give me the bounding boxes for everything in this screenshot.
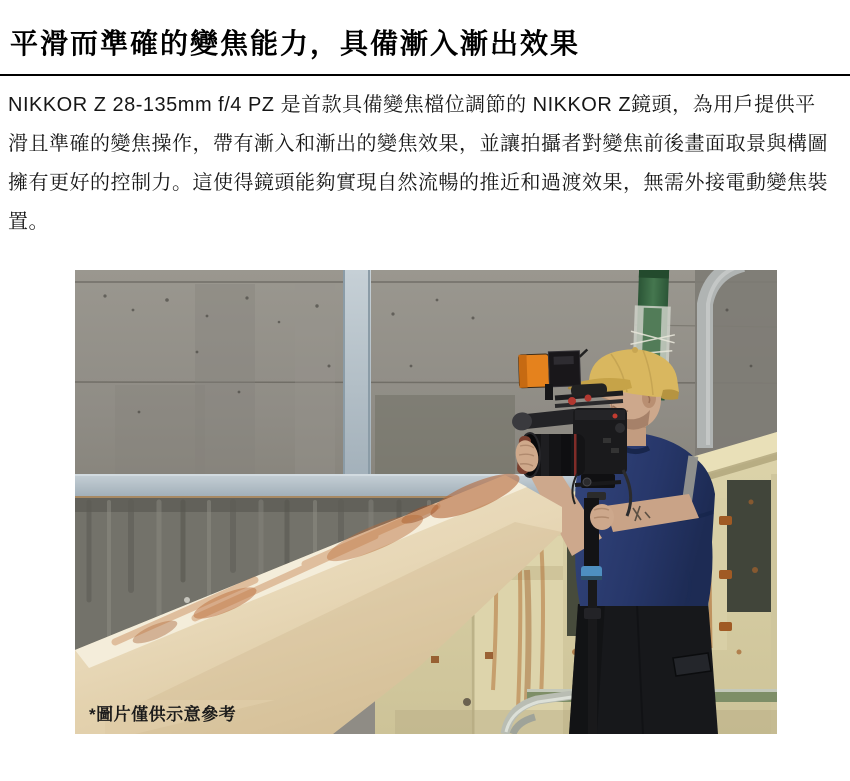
product-photo <box>75 270 777 734</box>
steel-column <box>343 270 371 502</box>
section-heading: 平滑而準確的變焦能力，具備漸入漸出效果 <box>10 28 581 59</box>
heading-divider <box>0 74 850 76</box>
photo-caption: *圖片僅供示意參考 <box>89 705 237 724</box>
body-paragraph: NIKKOR Z 28-135mm f/4 PZ 是首款具備變焦檔位調節的 NIKKOR Z鏡頭，為用戶提供平滑且準確的變焦操作，帶有漸入和漸出的變焦效果，並讓拍攝者對變焦前後畫面取景與構圖擁有更好的控制力。這使得鏡頭能夠實現自然流暢的推近和過渡效果，無需外接電動變焦裝置。 <box>8 94 828 233</box>
monitor <box>518 350 588 388</box>
photo-illustration <box>75 270 777 734</box>
